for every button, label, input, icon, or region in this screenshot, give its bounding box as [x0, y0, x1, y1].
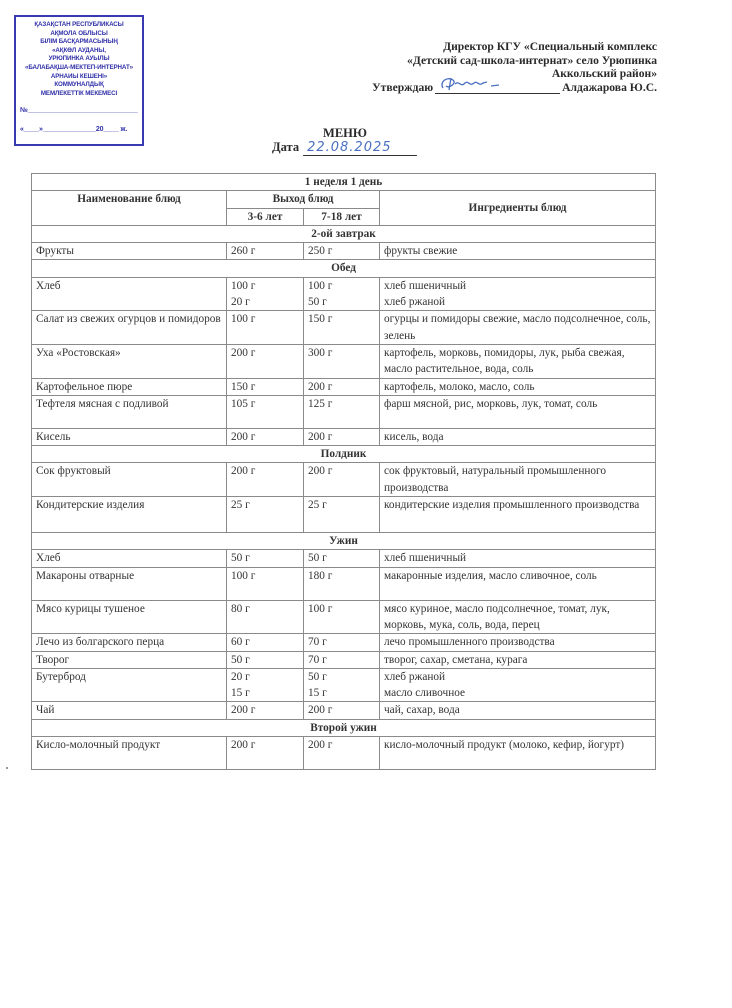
- ingredients-value: кисло-молочный продукт (молоко, кефир, йогурт): [384, 739, 625, 752]
- stamp-line: «АҚКӨЛ АУДАНЫ,: [52, 46, 106, 54]
- ingredients-value: фарш мясной, рис, морковь, лук, томат, соль: [384, 397, 598, 410]
- yield-3-6-cell: [227, 567, 304, 600]
- yield-7-18-cell: [304, 567, 380, 600]
- dish-name: Уха «Ростовская»: [32, 344, 227, 378]
- yield-3-6-value: 105 г: [231, 397, 256, 410]
- yield-7-18-cell: [304, 668, 380, 702]
- ingredients-cell: [380, 311, 656, 345]
- dish-name: Кисло-молочный продукт: [32, 737, 227, 770]
- section-title: Второй ужин: [32, 719, 656, 736]
- stamp-date-line: «____»______________20____ ж.: [20, 125, 128, 133]
- ingredients-value: макаронные изделия, масло сливочное, соль: [384, 569, 597, 582]
- ingredients-value: лечо промышленного производства: [384, 636, 555, 649]
- ingredients-cell: [380, 277, 656, 311]
- header-dish: Наименование блюд: [32, 191, 227, 226]
- table-row: [32, 651, 656, 668]
- stamp-number-line: №_____________________________: [20, 107, 138, 115]
- yield-3-6-cell: [227, 277, 304, 311]
- ingredients-cell: [380, 344, 656, 378]
- table-row: [32, 463, 656, 497]
- table-row: [32, 344, 656, 378]
- yield-3-6-cell: [227, 668, 304, 702]
- yield-7-18-value: 150 г: [308, 313, 333, 326]
- dish-name: Макароны отварные: [32, 567, 227, 600]
- yield-7-18-value: 70 г: [308, 636, 327, 649]
- yield-3-6-cell: [227, 395, 304, 428]
- ingredients-cell: [380, 651, 656, 668]
- dish-name: Лечо из болгарского перца: [32, 634, 227, 651]
- yield-3-6-value: 200 г: [231, 430, 256, 443]
- yield-7-18-cell: [304, 378, 380, 395]
- yield-7-18-value: 50 г: [308, 296, 327, 309]
- ingredients-value: картофель, морковь, помидоры, лук, рыба свежая, масло растительное, вода, соль: [384, 346, 625, 376]
- dish-name: Картофельное пюре: [32, 378, 227, 395]
- table-row: [32, 550, 656, 567]
- dish-name: Хлеб: [32, 550, 227, 567]
- dish-name: Кондитерские изделия: [32, 497, 227, 533]
- stamp-line: БІЛІМ БАСҚАРМАСЫНЫҢ: [40, 38, 118, 46]
- table-row: [32, 600, 656, 634]
- stamp-line: АРНАЙЫ КЕШЕНІ»: [50, 72, 108, 80]
- yield-3-6-value: 100 г: [231, 313, 256, 326]
- ingredients-cell: [380, 497, 656, 533]
- dish-name: Чай: [32, 702, 227, 719]
- yield-7-18-cell: [304, 463, 380, 497]
- yield-3-6-value: 25 г: [231, 499, 250, 512]
- page-title: МЕНЮ: [323, 126, 367, 140]
- ingredients-value: хлеб ржаной: [384, 670, 446, 683]
- ingredients-cell: [380, 243, 656, 260]
- yield-3-6-value: 200 г: [231, 465, 256, 478]
- ingredients-value: творог, сахар, сметана, курага: [384, 653, 528, 666]
- signature-line: [435, 81, 560, 94]
- yield-3-6-value: 50 г: [231, 653, 250, 666]
- table-caption: 1 неделя 1 день: [32, 174, 656, 191]
- yield-3-6-cell: [227, 378, 304, 395]
- stamp-line: КОММУНАЛДЫҚ: [54, 81, 104, 89]
- yield-7-18-value: 25 г: [308, 499, 327, 512]
- yield-7-18-value: 200 г: [308, 739, 333, 752]
- yield-3-6-value: 80 г: [231, 602, 250, 615]
- yield-3-6-value: 200 г: [231, 739, 256, 752]
- ingredients-value: кисель, вода: [384, 430, 444, 443]
- yield-3-6-cell: [227, 311, 304, 345]
- section-title: Ужин: [32, 533, 656, 550]
- yield-7-18-value: 300 г: [308, 346, 333, 359]
- yield-7-18-cell: [304, 634, 380, 651]
- signatory-name: Алдажарова Ю.С.: [562, 80, 657, 94]
- yield-3-6-value: 100 г: [231, 279, 256, 292]
- yield-7-18-cell: [304, 600, 380, 634]
- section-row: [32, 446, 656, 463]
- table-row: [32, 243, 656, 260]
- ingredients-cell: [380, 600, 656, 634]
- ingredients-value: мясо куриное, масло подсолнечное, томат, лук, морковь, мука, соль, вода, перец: [384, 602, 610, 631]
- section-title: 2-ой завтрак: [32, 225, 656, 242]
- approval-line-1: Директор КГУ «Специальный комплекс: [443, 40, 657, 53]
- table-row: [32, 567, 656, 600]
- table-row: [32, 277, 656, 311]
- yield-3-6-value: 20 г: [231, 296, 250, 309]
- dish-name: Бутерброд: [32, 668, 227, 702]
- yield-3-6-value: 15 г: [231, 687, 250, 700]
- yield-3-6-cell: [227, 243, 304, 260]
- dish-name: Салат из свежих огурцов и помидоров: [32, 311, 227, 345]
- yield-7-18-value: 125 г: [308, 397, 333, 410]
- yield-7-18-value: 50 г: [308, 552, 327, 565]
- date-value: 22.08.2025: [303, 140, 417, 156]
- yield-7-18-cell: [304, 243, 380, 260]
- yield-3-6-cell: [227, 737, 304, 770]
- stamp-line: ҚАЗАҚСТАН РЕСПУБЛИКАСЫ: [34, 21, 124, 28]
- section-row: [32, 533, 656, 550]
- table-row: [32, 378, 656, 395]
- yield-7-18-cell: [304, 497, 380, 533]
- section-title: Обед: [32, 260, 656, 277]
- ingredients-cell: [380, 395, 656, 428]
- dish-name: Хлеб: [32, 277, 227, 311]
- ingredients-value: огурцы и помидоры свежие, масло подсолнечное, соль, зелень: [384, 313, 651, 342]
- dish-name: Фрукты: [32, 243, 227, 260]
- section-title: Полдник: [32, 446, 656, 463]
- yield-7-18-value: 70 г: [308, 653, 327, 666]
- ingredients-value: сок фруктовый, натуральный промышленного производства: [384, 465, 607, 494]
- yield-7-18-cell: [304, 550, 380, 567]
- section-row: [32, 225, 656, 242]
- section-row: [32, 260, 656, 277]
- ingredients-value: хлеб ржаной: [384, 296, 446, 309]
- yield-3-6-cell: [227, 497, 304, 533]
- yield-3-6-cell: [227, 550, 304, 567]
- ingredients-value: кондитерские изделия промышленного производства: [384, 499, 640, 512]
- yield-3-6-value: 20 г: [231, 670, 250, 683]
- yield-3-6-value: 60 г: [231, 636, 250, 649]
- yield-3-6-cell: [227, 344, 304, 378]
- yield-7-18-cell: [304, 702, 380, 719]
- ingredients-cell: [380, 550, 656, 567]
- approval-line-3: Аккольский район»: [551, 67, 657, 81]
- header-ingredients: Ингредиенты блюд: [380, 191, 656, 226]
- yield-7-18-value: 200 г: [308, 380, 333, 393]
- approval-signature-row: [372, 81, 657, 95]
- yield-3-6-value: 200 г: [231, 704, 256, 717]
- yield-7-18-cell: [304, 344, 380, 378]
- date-row: [272, 140, 417, 156]
- dish-name: Кисель: [32, 428, 227, 445]
- yield-3-6-cell: [227, 463, 304, 497]
- yield-7-18-cell: [304, 428, 380, 445]
- ingredients-cell: [380, 428, 656, 445]
- yield-7-18-cell: [304, 737, 380, 770]
- table-row: [32, 737, 656, 770]
- yield-7-18-value: 180 г: [308, 569, 333, 582]
- ingredients-value: картофель, молоко, масло, соль: [384, 380, 535, 393]
- ingredients-cell: [380, 737, 656, 770]
- section-row: [32, 719, 656, 736]
- yield-7-18-value: 100 г: [308, 279, 333, 292]
- ingredients-cell: [380, 634, 656, 651]
- yield-3-6-cell: [227, 634, 304, 651]
- yield-7-18-cell: [304, 277, 380, 311]
- dish-name: Творог: [32, 651, 227, 668]
- yield-7-18-value: 200 г: [308, 704, 333, 717]
- yield-3-6-cell: [227, 600, 304, 634]
- table-row: [32, 634, 656, 651]
- dish-name: Мясо курицы тушеное: [32, 600, 227, 634]
- ingredients-value: хлеб пшеничный: [384, 552, 467, 565]
- yield-3-6-value: 260 г: [231, 245, 256, 258]
- yield-7-18-value: 15 г: [308, 687, 327, 700]
- table-row: [32, 497, 656, 533]
- yield-3-6-cell: [227, 428, 304, 445]
- ingredients-value: фрукты свежие: [384, 245, 458, 258]
- dish-name: Тефтеля мясная с подливой: [32, 395, 227, 428]
- scan-speck: [6, 767, 8, 769]
- ingredients-value: хлеб пшеничный: [384, 279, 467, 292]
- stamp-line: «БАЛАБАҚША-МЕКТЕП-ИНТЕРНАТ»: [25, 63, 133, 71]
- header-age-3-6: 3-6 лет: [227, 208, 304, 225]
- header-yield: Выход блюд: [227, 191, 380, 208]
- yield-7-18-value: 200 г: [308, 465, 333, 478]
- yield-3-6-cell: [227, 702, 304, 719]
- yield-7-18-cell: [304, 651, 380, 668]
- stamp-line: АҚМОЛА ОБЛЫСЫ: [50, 29, 108, 37]
- approval-line-2: «Детский сад-школа-интернат» село Урюпинка: [407, 53, 657, 67]
- ingredients-value: масло сливочное: [384, 687, 466, 700]
- yield-7-18-value: 50 г: [308, 670, 327, 683]
- yield-7-18-value: 100 г: [308, 602, 333, 615]
- yield-3-6-value: 50 г: [231, 552, 250, 565]
- table-row: [32, 668, 656, 702]
- table-row: [32, 311, 656, 345]
- dish-name: Сок фруктовый: [32, 463, 227, 497]
- table-row: [32, 428, 656, 445]
- approval-block: [372, 40, 657, 94]
- ingredients-cell: [380, 567, 656, 600]
- ingredients-cell: [380, 463, 656, 497]
- menu-table: [31, 173, 656, 770]
- approve-label: Утверждаю: [372, 80, 434, 94]
- stamp-line: МЕМЛЕКЕТТІК МЕКЕМЕСІ: [40, 89, 118, 97]
- yield-7-18-cell: [304, 395, 380, 428]
- yield-7-18-value: 200 г: [308, 430, 333, 443]
- yield-3-6-value: 100 г: [231, 569, 256, 582]
- ingredients-cell: [380, 668, 656, 702]
- header-age-7-18: 7-18 лет: [304, 208, 380, 225]
- table-row: [32, 395, 656, 428]
- yield-3-6-value: 200 г: [231, 346, 256, 359]
- table-row: [32, 702, 656, 719]
- date-label: Дата: [272, 140, 300, 154]
- yield-3-6-value: 150 г: [231, 380, 256, 393]
- yield-7-18-cell: [304, 311, 380, 345]
- yield-7-18-value: 250 г: [308, 245, 333, 258]
- ingredients-cell: [380, 378, 656, 395]
- yield-3-6-cell: [227, 651, 304, 668]
- stamp-line: УРЮПИНКА АУЫЛЫ: [48, 55, 110, 63]
- signature-icon: [437, 74, 507, 94]
- ingredients-value: чай, сахар, вода: [384, 704, 460, 717]
- ingredients-cell: [380, 702, 656, 719]
